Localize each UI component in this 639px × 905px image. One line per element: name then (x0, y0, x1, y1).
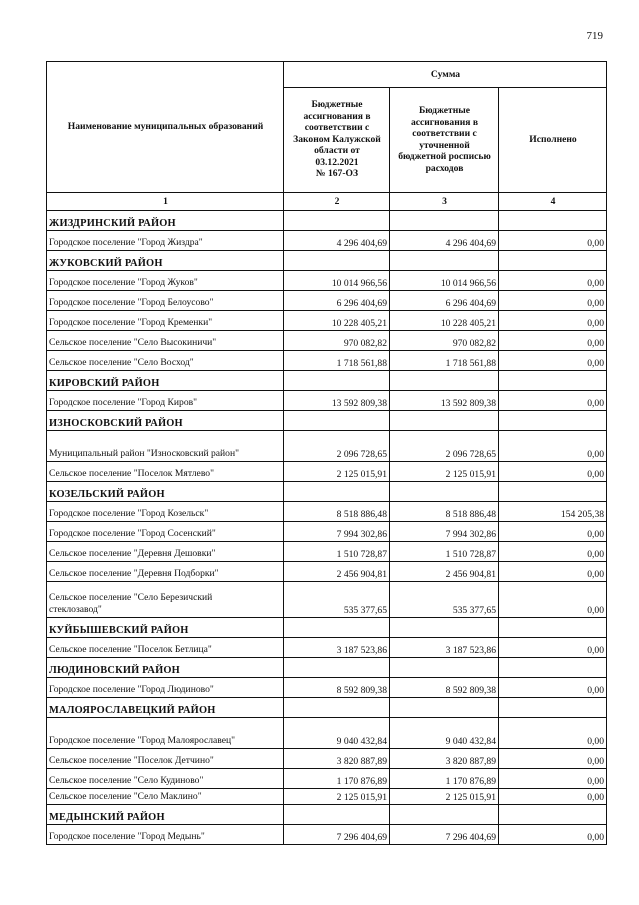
table-row (47, 431, 607, 462)
empty-cell (390, 411, 499, 431)
empty-cell (390, 805, 499, 825)
table-row (47, 769, 607, 789)
empty-cell (284, 698, 390, 718)
district-name: ЛЮДИНОВСКИЙ РАЙОН (47, 658, 284, 678)
table-row (47, 311, 607, 331)
refined-allocation-value: 9 040 432,84 (390, 718, 499, 749)
law-allocation-value: 2 125 015,91 (284, 462, 390, 482)
empty-cell (284, 805, 390, 825)
empty-cell (499, 211, 607, 231)
district-row (47, 658, 607, 678)
table-row (47, 678, 607, 698)
municipality-name: Городское поселение "Город Белоусово" (47, 291, 284, 311)
law-allocation-value: 2 456 904,81 (284, 562, 390, 582)
refined-allocation-value: 970 082,82 (390, 331, 499, 351)
district-name: МЕДЫНСКИЙ РАЙОН (47, 805, 284, 825)
municipality-name: Сельское поселение "Поселок Детчино" (47, 749, 284, 769)
law-allocation-value: 10 014 966,56 (284, 271, 390, 291)
municipality-name: Городское поселение "Город Малоярославец" (47, 718, 284, 749)
executed-value: 0,00 (499, 789, 607, 805)
municipality-name: Городское поселение "Город Кременки" (47, 311, 284, 331)
law-allocation-value: 7 994 302,86 (284, 522, 390, 542)
law-allocation-value: 8 592 809,38 (284, 678, 390, 698)
empty-cell (390, 482, 499, 502)
district-row (47, 805, 607, 825)
table-row (47, 231, 607, 251)
district-row (47, 211, 607, 231)
column-group-sum: Сумма (284, 62, 607, 88)
table-row (47, 542, 607, 562)
municipality-name: Сельское поселение "Поселок Мятлево" (47, 462, 284, 482)
district-name: ЖИЗДРИНСКИЙ РАЙОН (47, 211, 284, 231)
column-number: 2 (284, 193, 390, 211)
executed-value: 0,00 (499, 638, 607, 658)
executed-value: 0,00 (499, 351, 607, 371)
table-row (47, 582, 607, 618)
refined-allocation-value: 1 718 561,88 (390, 351, 499, 371)
page-number: 719 (586, 30, 603, 42)
empty-cell (390, 698, 499, 718)
executed-value: 0,00 (499, 718, 607, 749)
district-name: КИРОВСКИЙ РАЙОН (47, 371, 284, 391)
refined-allocation-value: 10 228 405,21 (390, 311, 499, 331)
refined-allocation-value: 8 518 886,48 (390, 502, 499, 522)
refined-allocation-value: 1 510 728,87 (390, 542, 499, 562)
executed-value: 0,00 (499, 769, 607, 789)
empty-cell (390, 658, 499, 678)
empty-cell (390, 211, 499, 231)
table-row (47, 718, 607, 749)
refined-allocation-value: 10 014 966,56 (390, 271, 499, 291)
law-allocation-value: 3 187 523,86 (284, 638, 390, 658)
table-row (47, 391, 607, 411)
empty-cell (284, 251, 390, 271)
law-allocation-value: 1 510 728,87 (284, 542, 390, 562)
table-row (47, 351, 607, 371)
budget-table (46, 61, 607, 845)
district-name: МАЛОЯРОСЛАВЕЦКИЙ РАЙОН (47, 698, 284, 718)
empty-cell (284, 658, 390, 678)
refined-allocation-value: 2 125 015,91 (390, 789, 499, 805)
law-allocation-value: 970 082,82 (284, 331, 390, 351)
empty-cell (499, 805, 607, 825)
executed-value: 0,00 (499, 522, 607, 542)
refined-allocation-value: 1 170 876,89 (390, 769, 499, 789)
executed-value: 0,00 (499, 391, 607, 411)
empty-cell (390, 371, 499, 391)
municipality-name: Городское поселение "Город Жиздра" (47, 231, 284, 251)
municipality-name: Городское поселение "Город Жуков" (47, 271, 284, 291)
law-allocation-value: 10 228 405,21 (284, 311, 390, 331)
empty-cell (499, 251, 607, 271)
refined-allocation-value: 6 296 404,69 (390, 291, 499, 311)
law-allocation-value: 1 718 561,88 (284, 351, 390, 371)
executed-value: 0,00 (499, 231, 607, 251)
executed-value: 0,00 (499, 678, 607, 698)
executed-value: 0,00 (499, 562, 607, 582)
table-row (47, 638, 607, 658)
refined-allocation-value: 4 296 404,69 (390, 231, 499, 251)
law-allocation-value: 13 592 809,38 (284, 391, 390, 411)
executed-value: 0,00 (499, 271, 607, 291)
executed-value: 0,00 (499, 749, 607, 769)
executed-value: 0,00 (499, 582, 607, 618)
municipality-name: Сельское поселение "Село Березичский стеклозавод" (47, 582, 284, 618)
municipality-name: Сельское поселение "Деревня Дешовки" (47, 542, 284, 562)
empty-cell (499, 658, 607, 678)
executed-value: 0,00 (499, 311, 607, 331)
municipality-name: Муниципальный район "Износковский район" (47, 431, 284, 462)
executed-value: 0,00 (499, 542, 607, 562)
refined-allocation-value: 535 377,65 (390, 582, 499, 618)
table-row (47, 271, 607, 291)
refined-allocation-value: 3 820 887,89 (390, 749, 499, 769)
empty-cell (284, 482, 390, 502)
empty-cell (390, 618, 499, 638)
law-allocation-value: 1 170 876,89 (284, 769, 390, 789)
law-allocation-value: 2 125 015,91 (284, 789, 390, 805)
municipality-name: Сельское поселение "Село Кудиново" (47, 769, 284, 789)
municipality-name: Сельское поселение "Село Маклино" (47, 789, 284, 805)
table-body (47, 211, 607, 845)
district-name: КУЙБЫШЕВСКИЙ РАЙОН (47, 618, 284, 638)
municipality-name: Сельское поселение "Поселок Бетлица" (47, 638, 284, 658)
column-header-executed: Исполнено (499, 88, 607, 193)
column-header-refined-allocations: Бюджетные ассигнования в соответствии с уточненной бюджетной росписью расходов (390, 88, 499, 193)
empty-cell (284, 211, 390, 231)
district-row (47, 698, 607, 718)
empty-cell (284, 371, 390, 391)
law-allocation-value: 535 377,65 (284, 582, 390, 618)
refined-allocation-value: 2 096 728,65 (390, 431, 499, 462)
district-row (47, 482, 607, 502)
empty-cell (284, 618, 390, 638)
refined-allocation-value: 7 296 404,69 (390, 825, 499, 845)
district-name: КОЗЕЛЬСКИЙ РАЙОН (47, 482, 284, 502)
empty-cell (499, 482, 607, 502)
law-allocation-value: 4 296 404,69 (284, 231, 390, 251)
table-row (47, 749, 607, 769)
municipality-name: Городское поселение "Город Людиново" (47, 678, 284, 698)
table-row (47, 522, 607, 542)
column-number: 3 (390, 193, 499, 211)
refined-allocation-value: 13 592 809,38 (390, 391, 499, 411)
municipality-name: Городское поселение "Город Козельск" (47, 502, 284, 522)
district-name: ЖУКОВСКИЙ РАЙОН (47, 251, 284, 271)
executed-value: 0,00 (499, 825, 607, 845)
district-row (47, 371, 607, 391)
executed-value: 154 205,38 (499, 502, 607, 522)
law-allocation-value: 2 096 728,65 (284, 431, 390, 462)
table-row (47, 331, 607, 351)
empty-cell (499, 698, 607, 718)
executed-value: 0,00 (499, 431, 607, 462)
law-allocation-value: 6 296 404,69 (284, 291, 390, 311)
district-row (47, 251, 607, 271)
table-row (47, 502, 607, 522)
table-row (47, 562, 607, 582)
refined-allocation-value: 3 187 523,86 (390, 638, 499, 658)
empty-cell (499, 371, 607, 391)
empty-cell (390, 251, 499, 271)
executed-value: 0,00 (499, 462, 607, 482)
municipality-name: Сельское поселение "Село Высокиничи" (47, 331, 284, 351)
executed-value: 0,00 (499, 331, 607, 351)
column-number: 4 (499, 193, 607, 211)
table-row (47, 291, 607, 311)
table-row (47, 825, 607, 845)
column-header-name: Наименование муниципальных образований (47, 62, 284, 193)
refined-allocation-value: 8 592 809,38 (390, 678, 499, 698)
table-row (47, 462, 607, 482)
empty-cell (499, 618, 607, 638)
law-allocation-value: 9 040 432,84 (284, 718, 390, 749)
refined-allocation-value: 7 994 302,86 (390, 522, 499, 542)
law-allocation-value: 7 296 404,69 (284, 825, 390, 845)
column-header-law-allocations: Бюджетные ассигнования в соответствии с Законом Калужской области от 03.12.2021 № 167-ОЗ (284, 88, 390, 193)
refined-allocation-value: 2 456 904,81 (390, 562, 499, 582)
table-row (47, 789, 607, 805)
district-name: ИЗНОСКОВСКИЙ РАЙОН (47, 411, 284, 431)
district-row (47, 411, 607, 431)
municipality-name: Сельское поселение "Село Восход" (47, 351, 284, 371)
empty-cell (284, 411, 390, 431)
municipality-name: Сельское поселение "Деревня Подборки" (47, 562, 284, 582)
executed-value: 0,00 (499, 291, 607, 311)
empty-cell (499, 411, 607, 431)
municipality-name: Городское поселение "Город Медынь" (47, 825, 284, 845)
law-allocation-value: 3 820 887,89 (284, 749, 390, 769)
column-number: 1 (47, 193, 284, 211)
municipality-name: Городское поселение "Город Сосенский" (47, 522, 284, 542)
refined-allocation-value: 2 125 015,91 (390, 462, 499, 482)
law-allocation-value: 8 518 886,48 (284, 502, 390, 522)
municipality-name: Городское поселение "Город Киров" (47, 391, 284, 411)
district-row (47, 618, 607, 638)
